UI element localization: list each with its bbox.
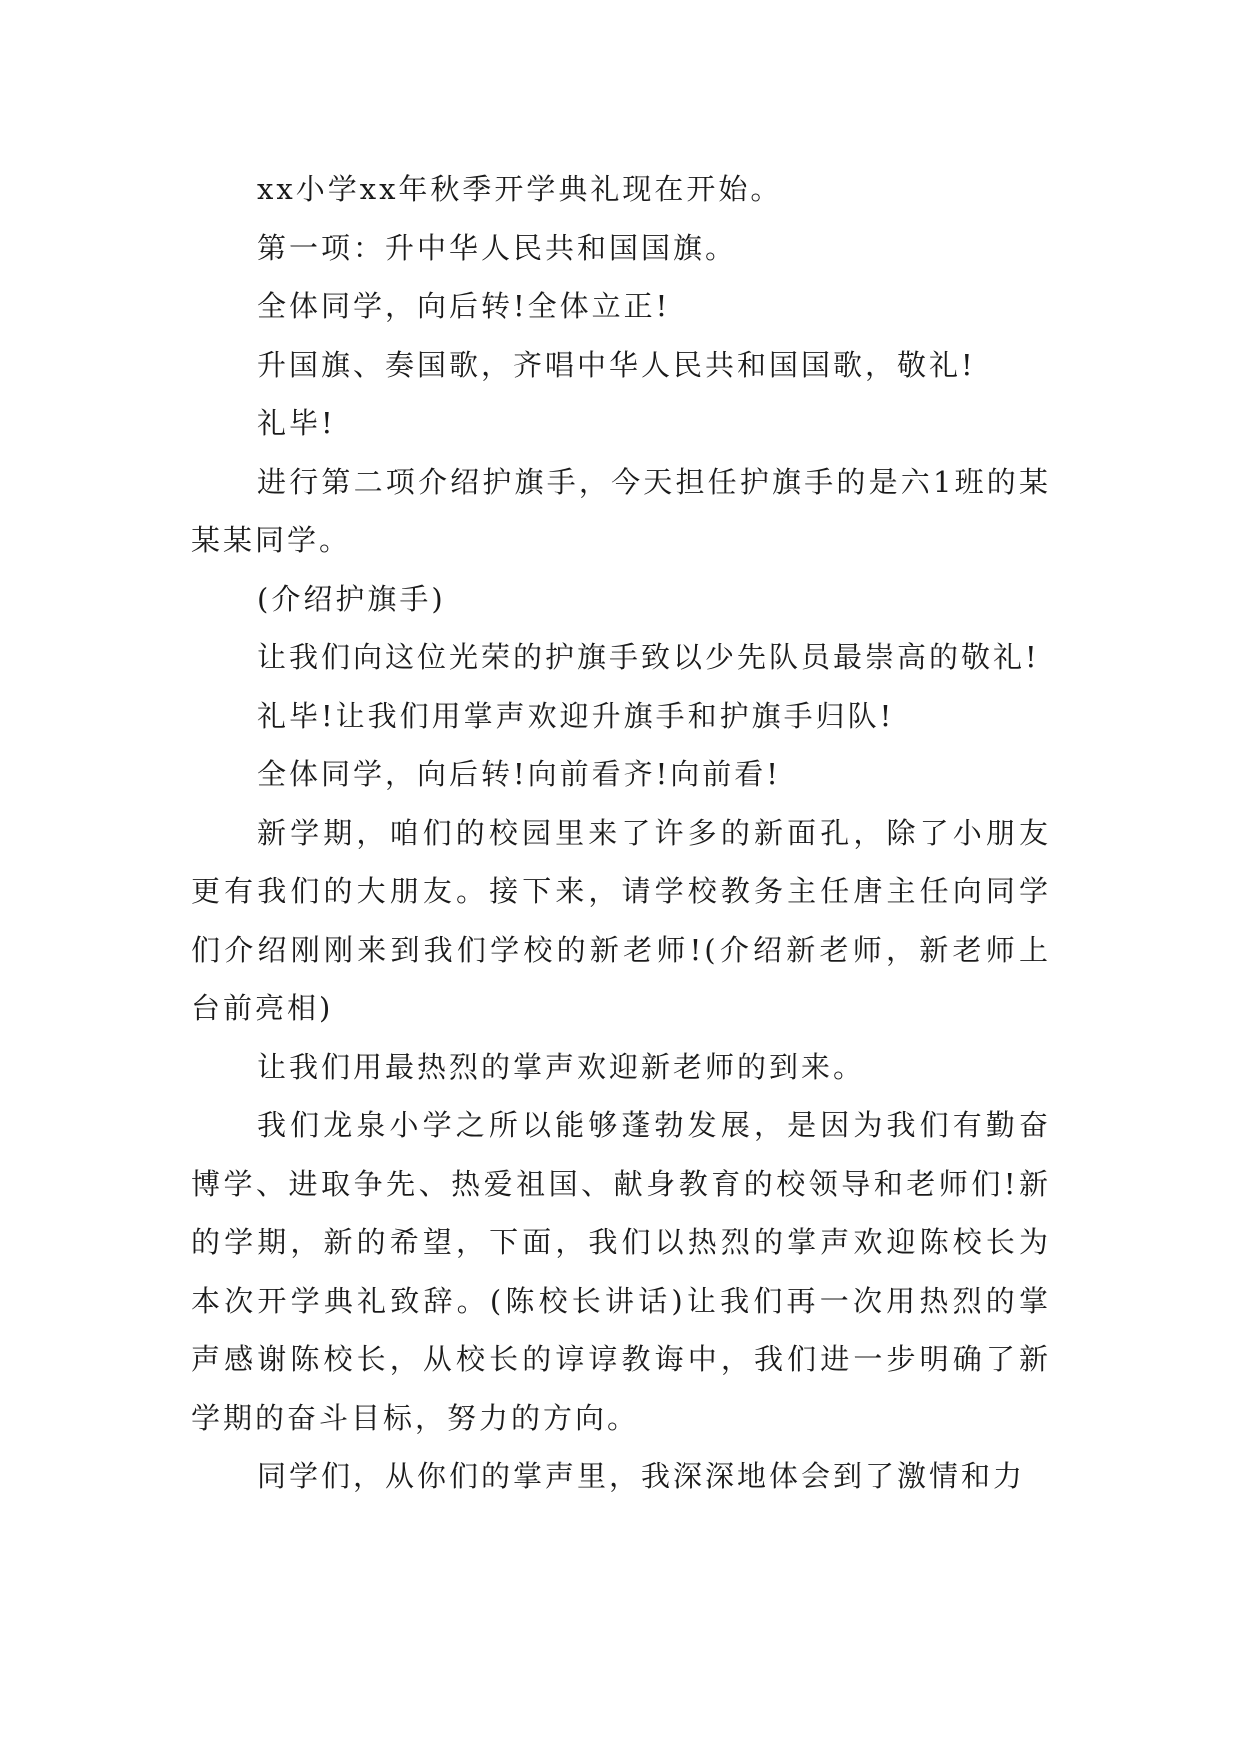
paragraph-turn-around: 全体同学，向后转!全体立正! — [257, 289, 671, 323]
paragraph-principal-speech: 我们龙泉小学之所以能够蓬勃发展，是因为我们有勤奋博学、进取争先、热爱祖国、献身教育的校领导和老师们!新的学期，新的希望，下面，我们以热烈的掌声欢迎陈校长为本次开学典礼致辞。(陈校长讲话)让我们再一次用热烈的掌声感谢陈校长，从校长的谆谆教诲中，我们进一步明确了新学期的奋斗目标，努力的方向。 — [191, 1108, 1051, 1435]
paragraph-item-one: 第一项：升中华人民共和国国旗。 — [257, 230, 738, 265]
paragraph-item-two: 进行第二项介绍护旗手，今天担任护旗手的是六1班的某某某同学。 — [191, 464, 1051, 557]
paragraph-salute-guard: 让我们向这位光荣的护旗手致以少先队员最崇高的敬礼! — [257, 640, 1040, 674]
paragraph-new-teachers: 新学期，咱们的校园里来了许多的新面孔，除了小朋友更有我们的大朋友。接下来，请学校教务主任唐主任向同学们介绍刚刚来到我们学校的新老师!(介绍新老师，新老师上台前亮相) — [191, 815, 1051, 1025]
paragraph-return: 礼毕!让我们用掌声欢迎升旗手和护旗手归队! — [257, 698, 895, 733]
paragraph-opening: xx小学xx年秋季开学典礼现在开始。 — [257, 172, 783, 206]
document-body — [191, 160, 1051, 1506]
paragraph-introduce-guard: (介绍护旗手) — [257, 581, 446, 616]
paragraph-applause: 同学们，从你们的掌声里，我深深地体会到了激情和力 — [257, 1459, 1026, 1493]
paragraph-welcome-teachers: 让我们用最热烈的掌声欢迎新老师的到来。 — [257, 1049, 866, 1084]
paragraph-salute-end: 礼毕! — [257, 406, 336, 440]
paragraph-face-front: 全体同学，向后转!向前看齐!向前看! — [257, 757, 781, 791]
paragraph-anthem: 升国旗、奏国歌，齐唱中华人民共和国国歌，敬礼! — [257, 347, 976, 382]
